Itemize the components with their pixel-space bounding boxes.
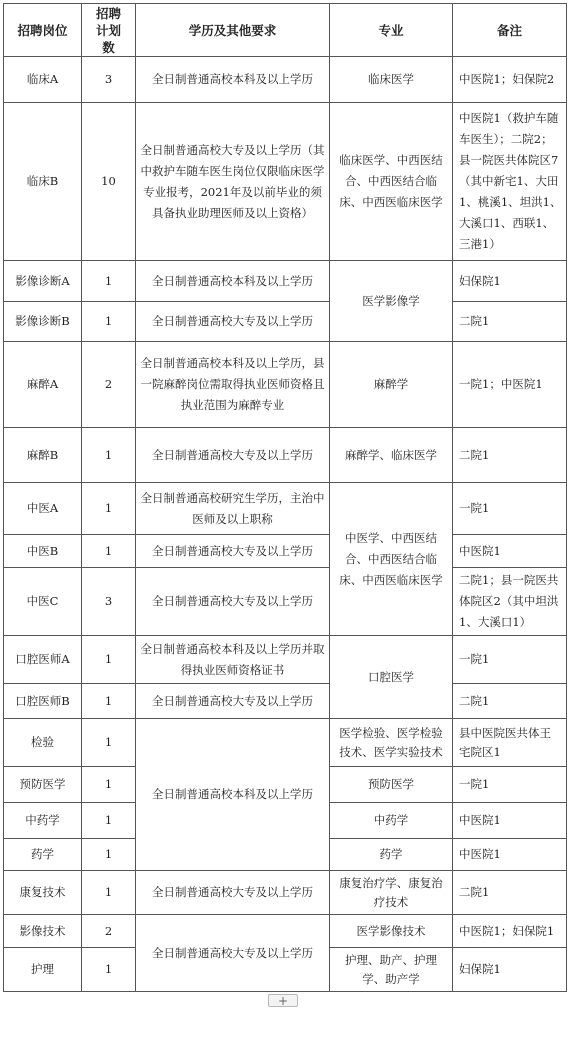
table-row (4, 915, 567, 948)
table-row (4, 636, 567, 684)
cell-count: 1 (82, 261, 136, 302)
cell-count: 1 (82, 428, 136, 483)
header-note: 备注 (453, 4, 567, 57)
table-row (4, 684, 567, 719)
table-row (4, 342, 567, 428)
cell-post: 中医B (4, 535, 82, 568)
cell-major: 临床医学、中西医结合、中西医结合临床、中西医临床医学 (330, 103, 453, 261)
cell-edu: 全日制普通高校大专及以上学历（其中救护车随车医生岗位仅限临床医学专业报考，2021年及以前毕业的须具备执业助理医师及以上资格） (136, 103, 330, 261)
cell-count: 2 (82, 915, 136, 948)
cell-major: 护理、助产、护理学、助产学 (330, 948, 453, 992)
cell-count: 1 (82, 483, 136, 535)
header-major: 专业 (330, 4, 453, 57)
cell-post: 影像诊断B (4, 302, 82, 342)
cell-post: 检验 (4, 719, 82, 767)
cell-major: 麻醉学 (330, 342, 453, 428)
cell-note: 妇保院1 (453, 261, 567, 302)
cell-post: 中医C (4, 568, 82, 636)
recruitment-table (3, 3, 567, 992)
cell-edu: 全日制普通高校大专及以上学历 (136, 535, 330, 568)
table-row (4, 483, 567, 535)
cell-major: 康复治疗学、康复治疗技术 (330, 871, 453, 915)
cell-note: 中医院1 (453, 535, 567, 568)
cell-post: 影像诊断A (4, 261, 82, 302)
header-edu: 学历及其他要求 (136, 4, 330, 57)
table-row (4, 568, 567, 636)
cell-count: 1 (82, 767, 136, 803)
cell-major: 麻醉学、临床医学 (330, 428, 453, 483)
cell-post: 麻醉B (4, 428, 82, 483)
cell-count: 1 (82, 871, 136, 915)
cell-edu: 全日制普通高校大专及以上学历 (136, 302, 330, 342)
cell-major: 医学影像学 (330, 261, 453, 342)
cell-major: 口腔医学 (330, 636, 453, 719)
cell-post: 影像技术 (4, 915, 82, 948)
cell-post: 临床A (4, 57, 82, 103)
cell-count: 1 (82, 948, 136, 992)
header-row (4, 4, 567, 57)
cell-post: 麻醉A (4, 342, 82, 428)
cell-count: 1 (82, 636, 136, 684)
cell-edu: 全日制普通高校大专及以上学历 (136, 428, 330, 483)
cell-edu: 全日制普通高校本科及以上学历并取得执业医师资格证书 (136, 636, 330, 684)
cell-count: 1 (82, 719, 136, 767)
cell-count: 1 (82, 803, 136, 839)
cell-note: 二院1 (453, 302, 567, 342)
table-row (4, 103, 567, 261)
add-row-button[interactable]: + (268, 994, 298, 1007)
cell-count: 10 (82, 103, 136, 261)
cell-major: 医学影像技术 (330, 915, 453, 948)
cell-count: 1 (82, 839, 136, 871)
cell-major: 医学检验、医学检验技术、医学实验技术 (330, 719, 453, 767)
cell-edu: 全日制普通高校研究生学历，主治中医师及以上职称 (136, 483, 330, 535)
cell-note: 一院1 (453, 767, 567, 803)
cell-major: 预防医学 (330, 767, 453, 803)
table-row (4, 57, 567, 103)
cell-post: 口腔医师B (4, 684, 82, 719)
cell-note: 中医院1；妇保院1 (453, 915, 567, 948)
cell-edu: 全日制普通高校大专及以上学历 (136, 871, 330, 915)
cell-post: 护理 (4, 948, 82, 992)
table-row (4, 535, 567, 568)
cell-post: 中医A (4, 483, 82, 535)
table-row (4, 871, 567, 915)
cell-note: 一院1 (453, 636, 567, 684)
table-row (4, 428, 567, 483)
cell-count: 2 (82, 342, 136, 428)
cell-edu: 全日制普通高校本科及以上学历 (136, 57, 330, 103)
cell-edu: 全日制普通高校大专及以上学历 (136, 684, 330, 719)
cell-note: 一院1；中医院1 (453, 342, 567, 428)
header-count: 招聘计划数 (82, 4, 136, 57)
cell-major: 中医学、中西医结合、中西医结合临床、中西医临床医学 (330, 483, 453, 636)
cell-note: 二院1 (453, 684, 567, 719)
cell-post: 口腔医师A (4, 636, 82, 684)
cell-count: 3 (82, 568, 136, 636)
cell-post: 中药学 (4, 803, 82, 839)
cell-note: 中医院1（救护车随车医生）；二院2；县一院医共体院区7（其中新宅1、大田1、桃溪1、坦洪1、大溪口1、西联1、三港1） (453, 103, 567, 261)
cell-post: 临床B (4, 103, 82, 261)
cell-note: 二院1 (453, 871, 567, 915)
cell-edu: 全日制普通高校本科及以上学历 (136, 719, 330, 871)
cell-note: 中医院1 (453, 803, 567, 839)
cell-note: 一院1 (453, 483, 567, 535)
cell-note: 二院1；县一院医共体院区2（其中坦洪1、大溪口1） (453, 568, 567, 636)
cell-edu: 全日制普通高校大专及以上学历 (136, 568, 330, 636)
cell-post: 康复技术 (4, 871, 82, 915)
cell-note: 中医院1 (453, 839, 567, 871)
cell-major: 药学 (330, 839, 453, 871)
cell-edu: 全日制普通高校大专及以上学历 (136, 915, 330, 992)
cell-edu: 全日制普通高校本科及以上学历，县一院麻醉岗位需取得执业医师资格且执业范围为麻醉专业 (136, 342, 330, 428)
cell-note: 妇保院1 (453, 948, 567, 992)
cell-edu: 全日制普通高校本科及以上学历 (136, 261, 330, 302)
cell-note: 中医院1；妇保院2 (453, 57, 567, 103)
cell-post: 预防医学 (4, 767, 82, 803)
table-row (4, 302, 567, 342)
table-row (4, 261, 567, 302)
cell-major: 中药学 (330, 803, 453, 839)
cell-count: 1 (82, 302, 136, 342)
cell-note: 二院1 (453, 428, 567, 483)
cell-post: 药学 (4, 839, 82, 871)
cell-major: 临床医学 (330, 57, 453, 103)
cell-count: 1 (82, 535, 136, 568)
cell-count: 3 (82, 57, 136, 103)
cell-count: 1 (82, 684, 136, 719)
table-row (4, 719, 567, 767)
header-post: 招聘岗位 (4, 4, 82, 57)
cell-note: 县中医院医共体王宅院区1 (453, 719, 567, 767)
